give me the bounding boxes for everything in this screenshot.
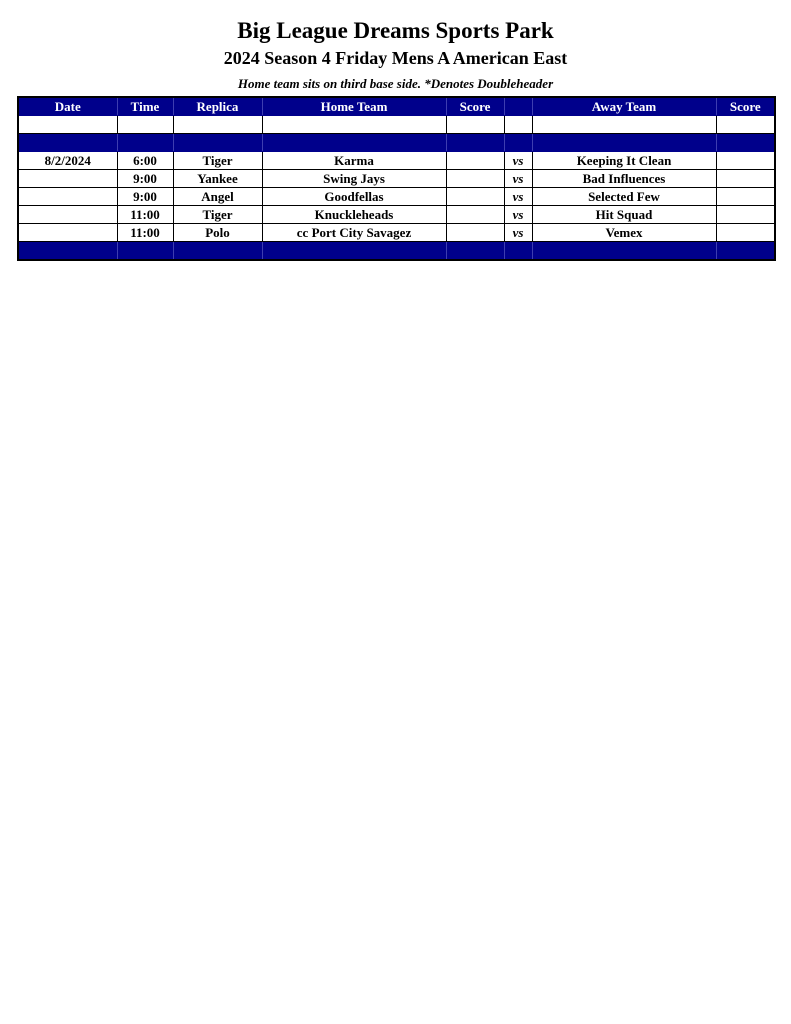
table-row (18, 152, 775, 170)
cell-time: 11:00 (117, 206, 173, 224)
col-header-time: Time (117, 97, 173, 116)
cell-away-team: Bad Influences (532, 170, 716, 188)
cell-time: 9:00 (117, 188, 173, 206)
cell-date: 8/2/2024 (18, 152, 117, 170)
page-title: Big League Dreams Sports Park (237, 18, 554, 43)
cell-date (18, 188, 117, 206)
table-row (18, 224, 775, 242)
cell-home-score (446, 224, 504, 242)
col-header-date: Date (18, 97, 117, 116)
cell-away-team: Hit Squad (532, 206, 716, 224)
cell-home-team: Swing Jays (262, 170, 446, 188)
cell-away-score (716, 152, 775, 170)
cell-replica: Polo (173, 224, 262, 242)
cell-replica: Tiger (173, 152, 262, 170)
cell-date (18, 224, 117, 242)
page-subtitle: 2024 Season 4 Friday Mens A American East (223, 48, 568, 68)
cell-replica: Angel (173, 188, 262, 206)
cell-vs: vs (504, 170, 532, 188)
cell-time: 9:00 (117, 170, 173, 188)
cell-vs: vs (504, 152, 532, 170)
cell-away-team: Selected Few (532, 188, 716, 206)
col-header-home-score: Score (446, 97, 504, 116)
cell-vs: vs (504, 188, 532, 206)
cell-vs: vs (504, 224, 532, 242)
cell-away-score (716, 224, 775, 242)
cell-date (18, 170, 117, 188)
cell-away-team: Keeping It Clean (532, 152, 716, 170)
cell-home-score (446, 206, 504, 224)
cell-home-team: Knuckleheads (262, 206, 446, 224)
blank-row (18, 116, 775, 134)
schedule-table (17, 96, 776, 261)
col-header-vs (504, 97, 532, 116)
table-header-row (18, 97, 775, 116)
cell-home-team: cc Port City Savagez (262, 224, 446, 242)
table-row (18, 188, 775, 206)
cell-home-score (446, 170, 504, 188)
cell-away-team: Vemex (532, 224, 716, 242)
cell-home-team: Karma (262, 152, 446, 170)
cell-time: 11:00 (117, 224, 173, 242)
cell-replica: Tiger (173, 206, 262, 224)
cell-vs: vs (504, 206, 532, 224)
table-row (18, 170, 775, 188)
cell-time: 6:00 (117, 152, 173, 170)
table-row (18, 206, 775, 224)
cell-away-score (716, 170, 775, 188)
cell-home-score (446, 188, 504, 206)
cell-date (18, 206, 117, 224)
schedule-note: Home team sits on third base side. *Denotes Doubleheader (237, 76, 554, 91)
cell-home-score (446, 152, 504, 170)
col-header-away-score: Score (716, 97, 775, 116)
separator-band (18, 134, 775, 152)
cell-away-score (716, 206, 775, 224)
cell-replica: Yankee (173, 170, 262, 188)
col-header-home-team: Home Team (262, 97, 446, 116)
separator-band (18, 242, 775, 261)
col-header-replica: Replica (173, 97, 262, 116)
cell-home-team: Goodfellas (262, 188, 446, 206)
cell-away-score (716, 188, 775, 206)
col-header-away-team: Away Team (532, 97, 716, 116)
